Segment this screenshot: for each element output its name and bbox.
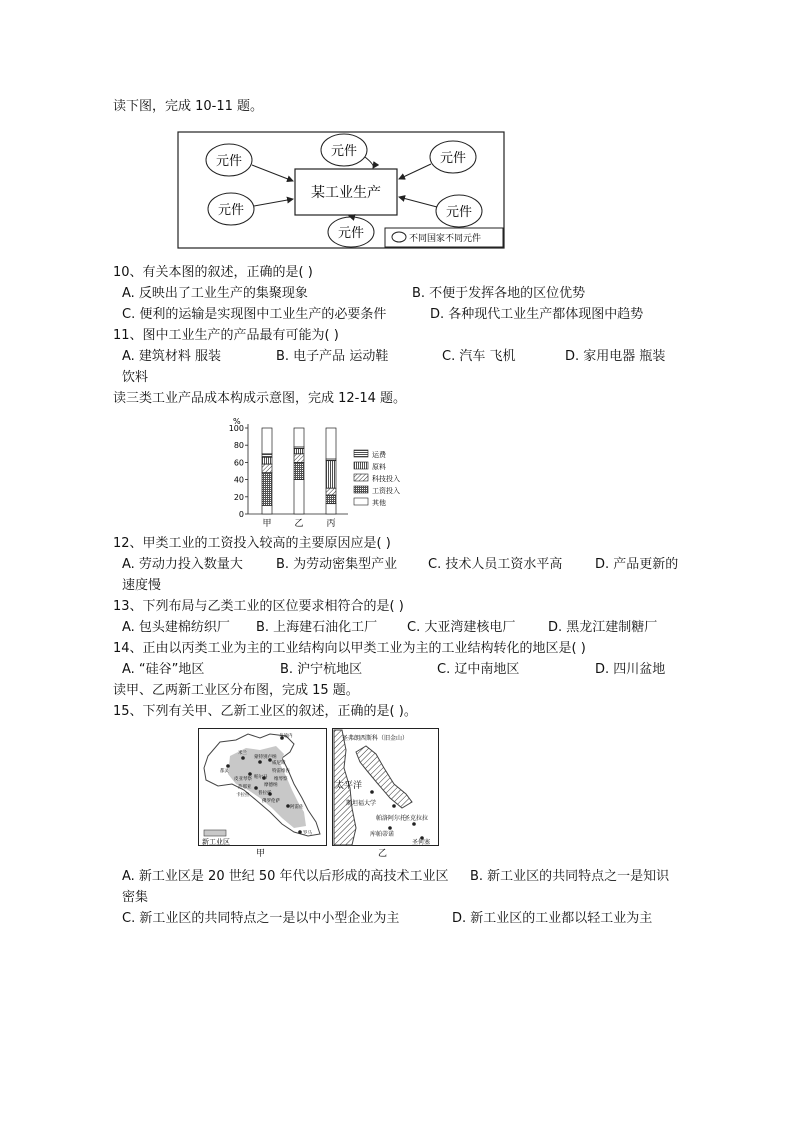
y-axis-unit: % — [233, 417, 241, 426]
industry-components-diagram — [177, 131, 505, 249]
city-label: 摩德纳 — [264, 783, 278, 788]
city-label: 乌迪内 — [279, 734, 293, 739]
legend-label: 原料 — [372, 463, 386, 471]
bar-segment — [326, 488, 336, 495]
city-label: 帕洛阿尔托 — [376, 815, 407, 822]
legend-new-industrial-zone: 新工业区 — [202, 838, 230, 846]
city-label: 圣克拉拉 — [404, 815, 429, 822]
intro-text-15: 读甲、乙两新工业区分布图，完成 15 题。 — [113, 683, 359, 698]
city-label: 斯坦福大学 — [346, 800, 377, 807]
bar-segment — [262, 464, 272, 473]
legend-label: 科技投入 — [372, 475, 400, 483]
q13-option-b: B. 上海建石油化工厂 — [256, 620, 378, 635]
question-15-stem: 15、下列有关甲、乙新工业区的叙述，正确的是( )。 — [113, 704, 417, 719]
city-label: 维琴察 — [274, 777, 288, 782]
map-label-jia: 甲 — [256, 849, 266, 858]
city-label: 帕尔马 — [254, 775, 268, 780]
q10-option-c: C. 便利的运输是实现图中工业生产的必要条件 — [122, 307, 387, 322]
city-label: 特雷维佐 — [272, 769, 290, 774]
intro-text-10-11: 读下图，完成 10-11 题。 — [113, 99, 264, 114]
legend-swatch — [354, 486, 368, 493]
q13-option-c: C. 大亚湾建核电厂 — [407, 620, 516, 635]
question-10-stem: 10、有关本图的叙述，正确的是( ) — [113, 265, 313, 280]
component-label: 元件 — [337, 226, 365, 241]
city-label: 蒙特别卢纳 — [254, 755, 277, 760]
bar-segment — [262, 473, 272, 506]
component-label: 元件 — [217, 203, 245, 218]
legend-label: 运费 — [372, 451, 386, 459]
legend-swatch — [354, 474, 368, 481]
map-italy-new-industrial-zone — [198, 728, 328, 858]
question-13-stem: 13、下列布局与乙类工业的区位要求相符合的是( ) — [113, 599, 404, 614]
q13-option-d: D. 黑龙江建制糖厂 — [548, 620, 658, 635]
component-label: 元件 — [330, 144, 358, 159]
q15-option-a: A. 新工业区是 20 世纪 50 年代以后形成的高技术工业区 — [122, 869, 449, 884]
bar-segment — [262, 428, 272, 454]
q15-option-b: B. 新工业区的共同特点之一是知识 — [470, 869, 670, 884]
legend-label: 工资投入 — [372, 487, 400, 495]
q11-option-b: B. 电子产品 运动鞋 — [276, 349, 389, 364]
city-label: 圣弗朗西斯科（旧金山） — [342, 735, 409, 742]
q11-option-c: C. 汽车 飞机 — [442, 349, 516, 364]
y-tick-label: 20 — [233, 492, 244, 502]
q14-option-d: D. 四川盆地 — [595, 662, 666, 677]
category-label: 甲 — [262, 519, 272, 529]
category-label: 乙 — [294, 519, 304, 529]
bar-segment — [326, 504, 336, 514]
legend-swatch — [354, 462, 368, 469]
bar-segment — [326, 428, 336, 459]
bar-segment — [326, 495, 336, 504]
q10-option-d: D. 各种现代工业生产都体现图中趋势 — [430, 307, 644, 322]
city-label: 阿雷佐 — [290, 805, 304, 810]
q12-option-d-cont: 速度慢 — [122, 578, 162, 593]
q12-option-a: A. 劳动力投入数量大 — [122, 557, 243, 572]
q15-option-b-cont: 密集 — [122, 890, 149, 905]
q10-option-a: A. 反映出了工业生产的集聚现象 — [122, 286, 308, 301]
city-label: 皮亚琴察 — [234, 777, 252, 782]
y-tick-label: 80 — [233, 441, 244, 451]
category-label: 丙 — [326, 519, 336, 529]
y-tick-label: 0 — [238, 510, 244, 519]
q11-option-d: D. 家用电器 瓶装 — [565, 349, 666, 364]
y-tick-label: 40 — [233, 475, 244, 485]
city-label: 罗马 — [303, 831, 312, 836]
bar-segment — [262, 454, 272, 457]
q14-option-c: C. 辽中南地区 — [437, 662, 520, 677]
bar-segment — [262, 505, 272, 514]
legend-swatch — [354, 498, 368, 505]
q15-option-d: D. 新工业区的工业都以轻工业为主 — [452, 911, 653, 926]
bar-segment — [294, 462, 304, 479]
question-12-stem: 12、甲类工业的工资投入较高的主要原因应是( ) — [113, 536, 391, 551]
city-label: 普拉托 — [258, 791, 272, 796]
q11-option-d-cont: 饮料 — [122, 370, 149, 385]
bar-segment — [294, 428, 304, 447]
city-label: 佛罗伦萨 — [262, 799, 280, 804]
city-label: 卡拉拉 — [236, 793, 250, 798]
bar-segment — [326, 461, 336, 489]
q12-option-b: B. 为劳动密集型产业 — [276, 557, 398, 572]
q14-option-b: B. 沪宁杭地区 — [280, 662, 363, 677]
y-tick-label: 60 — [233, 458, 244, 468]
city-label: 圣何塞 — [412, 839, 431, 846]
component-label: 元件 — [439, 151, 467, 166]
map-label-yi: 乙 — [378, 849, 388, 858]
bar-segment — [294, 480, 304, 514]
center-label: 某工业生产 — [311, 185, 381, 201]
city-label: 威尼斯 — [272, 761, 286, 766]
question-14-stem: 14、正由以丙类工业为主的工业结构向以甲类工业为主的工业结构转化的地区是( ) — [113, 641, 586, 656]
q12-option-d: D. 产品更新的 — [595, 557, 679, 572]
q14-option-a: A. “硅谷”地区 — [122, 662, 205, 677]
legend-label: 其他 — [372, 499, 386, 507]
q12-option-c: C. 技术人员工资水平高 — [428, 557, 563, 572]
legend-label: 不同国家不同元件 — [409, 234, 482, 244]
legend-swatch — [354, 450, 368, 457]
city-label: 热那亚 — [238, 785, 252, 790]
q11-option-a: A. 建筑材料 服装 — [122, 349, 222, 364]
q13-option-a: A. 包头建棉纺织厂 — [122, 620, 230, 635]
map-silicon-valley — [332, 728, 440, 858]
q10-option-b: B. 不便于发挥各地的区位优势 — [412, 286, 586, 301]
bar-segment — [294, 449, 304, 454]
city-label: 库帕蒂诺 — [370, 831, 395, 838]
ocean-label: 太平洋 — [335, 781, 363, 791]
bar-segment — [262, 457, 272, 464]
city-label: 都灵 — [220, 769, 229, 774]
bar-segment — [294, 454, 304, 463]
city-label: 米兰 — [238, 751, 247, 756]
intro-text-12-14: 读三类工业产品成本构成示意图，完成 12-14 题。 — [113, 391, 407, 406]
cost-structure-chart — [228, 412, 428, 530]
y-tick-label: 100 — [228, 424, 244, 433]
component-label: 元件 — [215, 154, 243, 169]
question-11-stem: 11、图中工业生产的产品最有可能为( ) — [113, 328, 339, 343]
q15-option-c: C. 新工业区的共同特点之一是以中小型企业为主 — [122, 911, 400, 926]
component-label: 元件 — [445, 205, 473, 220]
